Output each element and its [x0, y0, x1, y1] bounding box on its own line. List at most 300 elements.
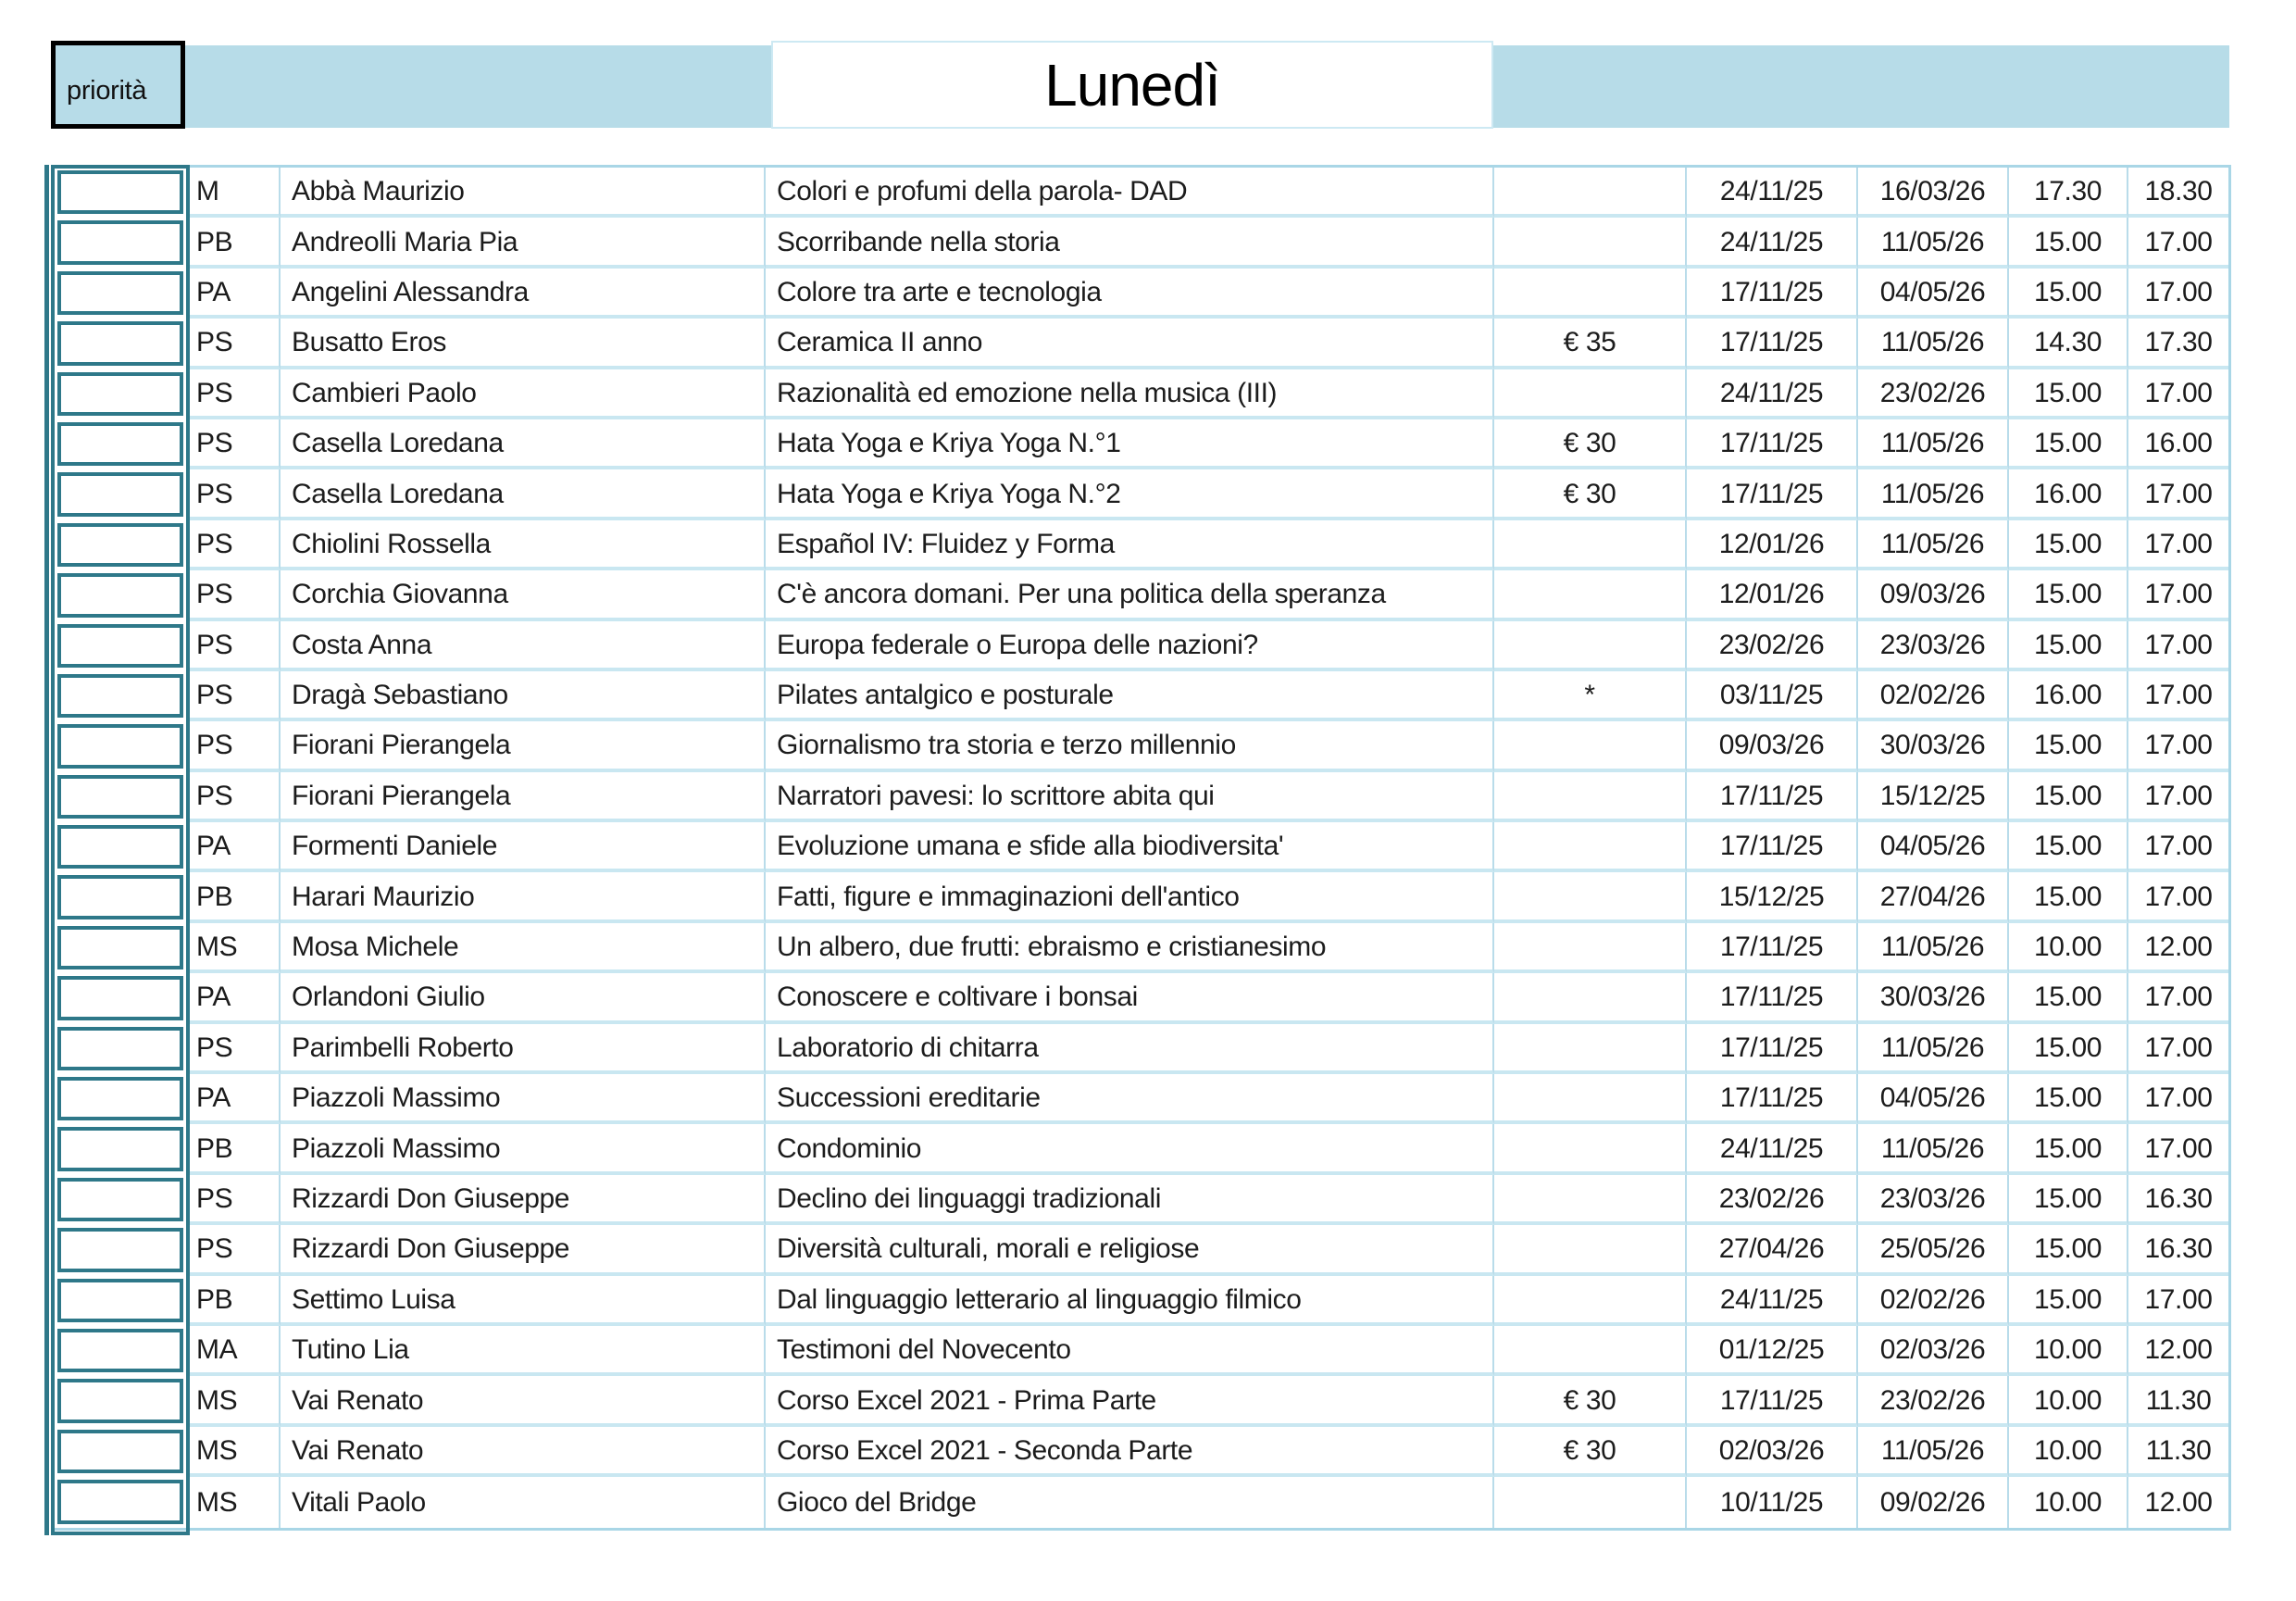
start-time-cell: 15.00 — [2009, 1225, 2128, 1275]
code-cell: PS — [188, 469, 281, 519]
priority-checkbox[interactable] — [57, 1379, 183, 1422]
end-time-cell: 17.00 — [2128, 721, 2228, 771]
table-row — [54, 822, 2228, 872]
start-date-cell: 17/11/25 — [1687, 1074, 1858, 1124]
teacher-cell: Parimbelli Roberto — [281, 1024, 766, 1074]
teacher-cell: Rizzardi Don Giuseppe — [281, 1225, 766, 1275]
end-time-cell: 17.00 — [2128, 218, 2228, 268]
price-cell — [1494, 822, 1687, 872]
priority-cell — [54, 1477, 188, 1527]
start-date-cell: 01/12/25 — [1687, 1326, 1858, 1376]
end-time-cell: 11.30 — [2128, 1376, 2228, 1426]
end-date-cell: 30/03/26 — [1858, 973, 2009, 1023]
priority-checkbox[interactable] — [57, 271, 183, 315]
priority-checkbox[interactable] — [57, 926, 183, 969]
teacher-cell: Andreolli Maria Pia — [281, 218, 766, 268]
table-row — [54, 772, 2228, 822]
table-row — [54, 269, 2228, 319]
table-row — [54, 520, 2228, 570]
end-time-cell: 17.30 — [2128, 319, 2228, 369]
teacher-cell: Formenti Daniele — [281, 822, 766, 872]
table-row — [54, 218, 2228, 268]
table-row — [54, 1276, 2228, 1326]
priority-cell — [54, 1124, 188, 1174]
priority-checkbox[interactable] — [57, 1127, 183, 1170]
start-date-cell: 17/11/25 — [1687, 1376, 1858, 1426]
priority-checkbox[interactable] — [57, 321, 183, 365]
code-cell: PB — [188, 872, 281, 922]
table-row — [54, 1175, 2228, 1225]
start-date-cell: 24/11/25 — [1687, 369, 1858, 419]
code-cell: PS — [188, 520, 281, 570]
course-title-cell: Un albero, due frutti: ebraismo e cristianesimo — [766, 923, 1494, 973]
priority-checkbox[interactable] — [57, 1228, 183, 1271]
teacher-cell: Rizzardi Don Giuseppe — [281, 1175, 766, 1225]
code-cell: PA — [188, 1074, 281, 1124]
end-date-cell: 02/02/26 — [1858, 671, 2009, 721]
start-date-cell: 17/11/25 — [1687, 419, 1858, 469]
price-cell — [1494, 973, 1687, 1023]
teacher-cell: Piazzoli Massimo — [281, 1124, 766, 1174]
code-cell: PB — [188, 1124, 281, 1174]
code-cell: PS — [188, 721, 281, 771]
priority-cell — [54, 520, 188, 570]
end-date-cell: 04/05/26 — [1858, 822, 2009, 872]
code-cell: PS — [188, 1024, 281, 1074]
end-time-cell: 17.00 — [2128, 1074, 2228, 1124]
course-title-cell: Hata Yoga e Kriya Yoga N.°1 — [766, 419, 1494, 469]
start-time-cell: 17.30 — [2009, 168, 2128, 218]
end-date-cell: 11/05/26 — [1858, 319, 2009, 369]
end-time-cell: 16.30 — [2128, 1175, 2228, 1225]
start-date-cell: 17/11/25 — [1687, 923, 1858, 973]
teacher-cell: Tutino Lia — [281, 1326, 766, 1376]
course-title-cell: Evoluzione umana e sfide alla biodiversita' — [766, 822, 1494, 872]
priority-checkbox[interactable] — [57, 1430, 183, 1473]
table-row — [54, 369, 2228, 419]
table-row — [54, 419, 2228, 469]
start-time-cell: 16.00 — [2009, 469, 2128, 519]
code-cell: PS — [188, 369, 281, 419]
priority-cell — [54, 168, 188, 218]
course-title-cell: Gioco del Bridge — [766, 1477, 1494, 1527]
end-time-cell: 17.00 — [2128, 469, 2228, 519]
priority-checkbox[interactable] — [57, 1279, 183, 1322]
start-time-cell: 15.00 — [2009, 1175, 2128, 1225]
price-cell — [1494, 218, 1687, 268]
teacher-cell: Orlandoni Giulio — [281, 973, 766, 1023]
price-cell — [1494, 570, 1687, 620]
start-time-cell: 10.00 — [2009, 1427, 2128, 1477]
end-time-cell: 11.30 — [2128, 1427, 2228, 1477]
start-time-cell: 15.00 — [2009, 973, 2128, 1023]
teacher-cell: Chiolini Rossella — [281, 520, 766, 570]
code-cell: PB — [188, 1276, 281, 1326]
end-date-cell: 11/05/26 — [1858, 1024, 2009, 1074]
price-cell — [1494, 621, 1687, 671]
start-date-cell: 24/11/25 — [1687, 1276, 1858, 1326]
start-time-cell: 15.00 — [2009, 872, 2128, 922]
price-cell — [1494, 872, 1687, 922]
priority-label: priorità — [67, 76, 147, 106]
code-cell: PS — [188, 772, 281, 822]
start-time-cell: 14.30 — [2009, 319, 2128, 369]
start-date-cell: 23/02/26 — [1687, 1175, 1858, 1225]
table-row — [54, 1326, 2228, 1376]
table-row — [54, 621, 2228, 671]
priority-cell — [54, 319, 188, 369]
priority-cell — [54, 872, 188, 922]
table-row — [54, 1074, 2228, 1124]
code-cell: PA — [188, 973, 281, 1023]
code-cell: MS — [188, 1427, 281, 1477]
teacher-cell: Settimo Luisa — [281, 1276, 766, 1326]
course-title-cell: Español IV: Fluidez y Forma — [766, 520, 1494, 570]
start-date-cell: 17/11/25 — [1687, 973, 1858, 1023]
end-time-cell: 17.00 — [2128, 671, 2228, 721]
course-title-cell: Corso Excel 2021 - Seconda Parte — [766, 1427, 1494, 1477]
table-row — [54, 168, 2228, 218]
priority-checkbox[interactable] — [57, 422, 183, 466]
course-title-cell: Fatti, figure e immaginazioni dell'antico — [766, 872, 1494, 922]
end-date-cell: 23/03/26 — [1858, 621, 2009, 671]
price-cell: € 30 — [1494, 469, 1687, 519]
start-time-cell: 10.00 — [2009, 923, 2128, 973]
priority-checkbox[interactable] — [57, 1027, 183, 1070]
table-row — [54, 1376, 2228, 1426]
table-row — [54, 1024, 2228, 1074]
priority-cell — [54, 218, 188, 268]
table-row — [54, 1225, 2228, 1275]
end-date-cell: 23/02/26 — [1858, 369, 2009, 419]
start-date-cell: 17/11/25 — [1687, 469, 1858, 519]
end-date-cell: 15/12/25 — [1858, 772, 2009, 822]
start-time-cell: 15.00 — [2009, 218, 2128, 268]
teacher-cell: Harari Maurizio — [281, 872, 766, 922]
start-time-cell: 10.00 — [2009, 1376, 2128, 1426]
course-title-cell: Colori e profumi della parola- DAD — [766, 168, 1494, 218]
priority-checkbox[interactable] — [57, 775, 183, 819]
price-cell — [1494, 1326, 1687, 1376]
price-cell — [1494, 1024, 1687, 1074]
start-time-cell: 16.00 — [2009, 671, 2128, 721]
end-date-cell: 11/05/26 — [1858, 419, 2009, 469]
end-time-cell: 17.00 — [2128, 1024, 2228, 1074]
teacher-cell: Dragà Sebastiano — [281, 671, 766, 721]
end-date-cell: 04/05/26 — [1858, 269, 2009, 319]
code-cell: PS — [188, 1225, 281, 1275]
course-title-cell: Hata Yoga e Kriya Yoga N.°2 — [766, 469, 1494, 519]
price-cell — [1494, 520, 1687, 570]
price-cell — [1494, 1276, 1687, 1326]
start-date-cell: 17/11/25 — [1687, 1024, 1858, 1074]
end-time-cell: 17.00 — [2128, 269, 2228, 319]
end-time-cell: 17.00 — [2128, 520, 2228, 570]
table-row — [54, 923, 2228, 973]
code-cell: MS — [188, 1477, 281, 1527]
course-title-cell: Narratori pavesi: lo scrittore abita qui — [766, 772, 1494, 822]
price-cell — [1494, 923, 1687, 973]
course-title-cell: Giornalismo tra storia e terzo millennio — [766, 721, 1494, 771]
end-date-cell: 11/05/26 — [1858, 218, 2009, 268]
end-date-cell: 16/03/26 — [1858, 168, 2009, 218]
price-cell: * — [1494, 671, 1687, 721]
priority-cell — [54, 671, 188, 721]
start-date-cell: 23/02/26 — [1687, 621, 1858, 671]
course-title-cell: Condominio — [766, 1124, 1494, 1174]
priority-checkbox[interactable] — [57, 1329, 183, 1372]
end-time-cell: 12.00 — [2144, 1487, 2213, 1519]
priority-cell — [54, 1024, 188, 1074]
course-title-cell: Pilates antalgico e posturale — [766, 671, 1494, 721]
teacher-cell: Casella Loredana — [281, 469, 766, 519]
end-time-cell: 17.00 — [2128, 621, 2228, 671]
priority-checkbox[interactable] — [57, 624, 183, 668]
price-cell: € 30 — [1494, 1376, 1687, 1426]
priority-cell — [54, 570, 188, 620]
start-date-cell: 09/03/26 — [1687, 721, 1858, 771]
end-time-cell: 17.00 — [2128, 973, 2228, 1023]
start-date-cell: 15/12/25 — [1687, 872, 1858, 922]
start-date-cell: 17/11/25 — [1687, 269, 1858, 319]
end-date-cell: 02/03/26 — [1858, 1326, 2009, 1376]
table-row — [54, 872, 2228, 922]
price-cell: € 35 — [1494, 319, 1687, 369]
priority-cell — [54, 1175, 188, 1225]
end-date-cell: 02/02/26 — [1858, 1276, 2009, 1326]
price-cell — [1494, 1175, 1687, 1225]
teacher-cell: Abbà Maurizio — [281, 168, 766, 218]
price-cell — [1494, 269, 1687, 319]
start-time-cell: 15.00 — [2009, 721, 2128, 771]
priority-cell — [54, 269, 188, 319]
priority-cell — [54, 369, 188, 419]
course-title-cell: Corso Excel 2021 - Prima Parte — [766, 1376, 1494, 1426]
end-date-cell: 11/05/26 — [1858, 923, 2009, 973]
priority-checkbox[interactable] — [57, 523, 183, 567]
table-row — [54, 973, 2228, 1023]
course-title-cell: Colore tra arte e tecnologia — [766, 269, 1494, 319]
end-time-cell: 17.00 — [2128, 1124, 2228, 1174]
start-date-cell: 12/01/26 — [1687, 520, 1858, 570]
end-date-cell: 11/05/26 — [1858, 1427, 2009, 1477]
priority-checkbox[interactable] — [57, 1178, 183, 1221]
course-title-cell: Razionalità ed emozione nella musica (III) — [766, 369, 1494, 419]
code-cell: PS — [188, 319, 281, 369]
priority-cell — [54, 1326, 188, 1376]
priority-checkbox[interactable] — [57, 976, 183, 1019]
price-cell: € 30 — [1494, 419, 1687, 469]
priority-checkbox[interactable] — [57, 724, 183, 768]
priority-checkbox[interactable] — [57, 1480, 183, 1523]
priority-cell — [54, 1074, 188, 1124]
teacher-cell: Corchia Giovanna — [281, 570, 766, 620]
teacher-cell: Busatto Eros — [281, 319, 766, 369]
end-time-cell: 16.00 — [2128, 419, 2228, 469]
priority-checkbox[interactable] — [57, 875, 183, 919]
priority-checkbox[interactable] — [57, 825, 183, 869]
start-date-cell: 03/11/25 — [1687, 671, 1858, 721]
end-time-cell: 17.00 — [2128, 822, 2228, 872]
start-date-cell: 10/11/25 — [1687, 1477, 1858, 1527]
page-title: Lunedì — [1044, 51, 1220, 119]
start-date-cell: 24/11/25 — [1687, 218, 1858, 268]
code-cell: PS — [188, 419, 281, 469]
end-time-cell: 12.00 — [2128, 923, 2228, 973]
start-date-cell: 17/11/25 — [1687, 822, 1858, 872]
course-title-cell: Dal linguaggio letterario al linguaggio filmico — [766, 1276, 1494, 1326]
price-cell — [1494, 1074, 1687, 1124]
code-cell: M — [188, 168, 281, 218]
priority-cell — [54, 721, 188, 771]
start-date-cell: 17/11/25 — [1687, 772, 1858, 822]
priority-cell — [54, 1225, 188, 1275]
end-time-cell: 17.00 — [2128, 872, 2228, 922]
code-cell: PA — [188, 269, 281, 319]
code-cell: PB — [188, 218, 281, 268]
priority-cell — [54, 772, 188, 822]
end-time-cell: 17.00 — [2128, 369, 2228, 419]
price-cell — [1494, 369, 1687, 419]
table-row — [54, 671, 2228, 721]
price-cell: € 30 — [1494, 1427, 1687, 1477]
code-cell: PS — [188, 1175, 281, 1225]
end-date-cell: 27/04/26 — [1858, 872, 2009, 922]
end-time-cell: 17.00 — [2128, 570, 2228, 620]
priority-checkbox[interactable] — [57, 220, 183, 264]
priority-header-box — [51, 41, 185, 129]
priority-cell — [54, 822, 188, 872]
course-title-cell: Declino dei linguaggi tradizionali — [766, 1175, 1494, 1225]
start-time-cell: 15.00 — [2009, 1276, 2128, 1326]
start-date-cell: 12/01/26 — [1687, 570, 1858, 620]
priority-cell — [54, 419, 188, 469]
priority-checkbox[interactable] — [57, 1077, 183, 1120]
teacher-cell: Vai Renato — [281, 1427, 766, 1477]
end-time-cell: 17.00 — [2128, 1276, 2228, 1326]
end-date-cell: 11/05/26 — [1858, 520, 2009, 570]
teacher-cell: Fiorani Pierangela — [281, 721, 766, 771]
price-cell — [1494, 772, 1687, 822]
teacher-cell: Fiorani Pierangela — [281, 772, 766, 822]
teacher-cell: Angelini Alessandra — [281, 269, 766, 319]
table-row — [54, 469, 2228, 519]
start-time-cell: 10.00 — [2009, 1477, 2128, 1527]
end-time-cell: 16.30 — [2128, 1225, 2228, 1275]
course-title-cell: Europa federale o Europa delle nazioni? — [766, 621, 1494, 671]
priority-cell — [54, 1427, 188, 1477]
start-date-cell: 24/11/25 — [1687, 1124, 1858, 1174]
teacher-cell: Costa Anna — [281, 621, 766, 671]
start-time-cell: 15.00 — [2009, 1024, 2128, 1074]
priority-cell — [54, 1376, 188, 1426]
teacher-cell: Vai Renato — [281, 1376, 766, 1426]
code-cell: PA — [188, 822, 281, 872]
course-title-cell: C'è ancora domani. Per una politica della speranza — [766, 570, 1494, 620]
course-title-cell: Scorribande nella storia — [766, 218, 1494, 268]
table-row — [54, 1427, 2228, 1477]
start-date-cell: 02/03/26 — [1687, 1427, 1858, 1477]
start-time-cell: 15.00 — [2009, 269, 2128, 319]
teacher-cell: Casella Loredana — [281, 419, 766, 469]
priority-checkbox[interactable] — [57, 472, 183, 516]
priority-cell — [54, 621, 188, 671]
course-title-cell: Conoscere e coltivare i bonsai — [766, 973, 1494, 1023]
price-cell — [1494, 1477, 1687, 1527]
priority-checkbox[interactable] — [57, 170, 183, 214]
start-date-cell: 17/11/25 — [1687, 319, 1858, 369]
priority-checkbox[interactable] — [57, 674, 183, 718]
code-cell: PS — [188, 671, 281, 721]
table-row — [54, 570, 2228, 620]
end-date-cell: 23/03/26 — [1858, 1175, 2009, 1225]
table-row — [54, 319, 2228, 369]
teacher-cell: Piazzoli Massimo — [281, 1074, 766, 1124]
code-cell: MA — [188, 1326, 281, 1376]
table-row — [54, 721, 2228, 771]
priority-column-outer-border — [44, 165, 49, 1535]
end-date-cell: 09/03/26 — [1858, 570, 2009, 620]
start-time-cell: 15.00 — [2009, 369, 2128, 419]
teacher-cell: Cambieri Paolo — [281, 369, 766, 419]
start-date-cell: 24/11/25 — [1687, 168, 1858, 218]
code-cell: PS — [188, 621, 281, 671]
priority-cell — [54, 923, 188, 973]
end-time-cell: 12.00 — [2128, 1326, 2228, 1376]
start-date-cell: 27/04/26 — [1687, 1225, 1858, 1275]
course-title-cell: Testimoni del Novecento — [766, 1326, 1494, 1376]
start-time-cell: 15.00 — [2009, 520, 2128, 570]
start-time-cell: 10.00 — [2009, 1326, 2128, 1376]
code-cell: PS — [188, 570, 281, 620]
table-row — [54, 1477, 2228, 1527]
course-title-cell: Laboratorio di chitarra — [766, 1024, 1494, 1074]
price-cell — [1494, 168, 1687, 218]
start-time-cell: 15.00 — [2009, 1124, 2128, 1174]
end-date-cell: 25/05/26 — [1858, 1225, 2009, 1275]
priority-cell — [54, 1276, 188, 1326]
start-time-cell: 15.00 — [2009, 822, 2128, 872]
end-date-cell: 04/05/26 — [1858, 1074, 2009, 1124]
end-date-cell: 23/02/26 — [1858, 1376, 2009, 1426]
start-time-cell: 15.00 — [2009, 1074, 2128, 1124]
end-date-cell: 11/05/26 — [1858, 1124, 2009, 1174]
end-date-cell: 11/05/26 — [1858, 469, 2009, 519]
priority-checkbox[interactable] — [57, 573, 183, 617]
course-title-cell: Successioni ereditarie — [766, 1074, 1494, 1124]
priority-checkbox[interactable] — [57, 372, 183, 416]
day-title-box — [771, 41, 1493, 129]
start-time-cell: 15.00 — [2009, 419, 2128, 469]
end-time-cell: 17.00 — [2128, 772, 2228, 822]
price-cell — [1494, 1225, 1687, 1275]
end-date-cell: 09/02/26 — [1858, 1477, 2009, 1527]
end-date-cell: 30/03/26 — [1858, 721, 2009, 771]
price-cell — [1494, 721, 1687, 771]
price-cell — [1494, 1124, 1687, 1174]
priority-cell — [54, 469, 188, 519]
start-time-cell: 15.00 — [2009, 621, 2128, 671]
course-title-cell: Diversità culturali, morali e religiose — [766, 1225, 1494, 1275]
course-title-cell: Ceramica II anno — [766, 319, 1494, 369]
priority-cell — [54, 973, 188, 1023]
start-time-cell: 15.00 — [2009, 570, 2128, 620]
teacher-cell: Vitali Paolo — [281, 1477, 766, 1527]
teacher-cell: Mosa Michele — [281, 923, 766, 973]
end-time-cell: 18.30 — [2128, 168, 2228, 218]
table-row — [54, 1124, 2228, 1174]
schedule-table — [51, 165, 2231, 1531]
